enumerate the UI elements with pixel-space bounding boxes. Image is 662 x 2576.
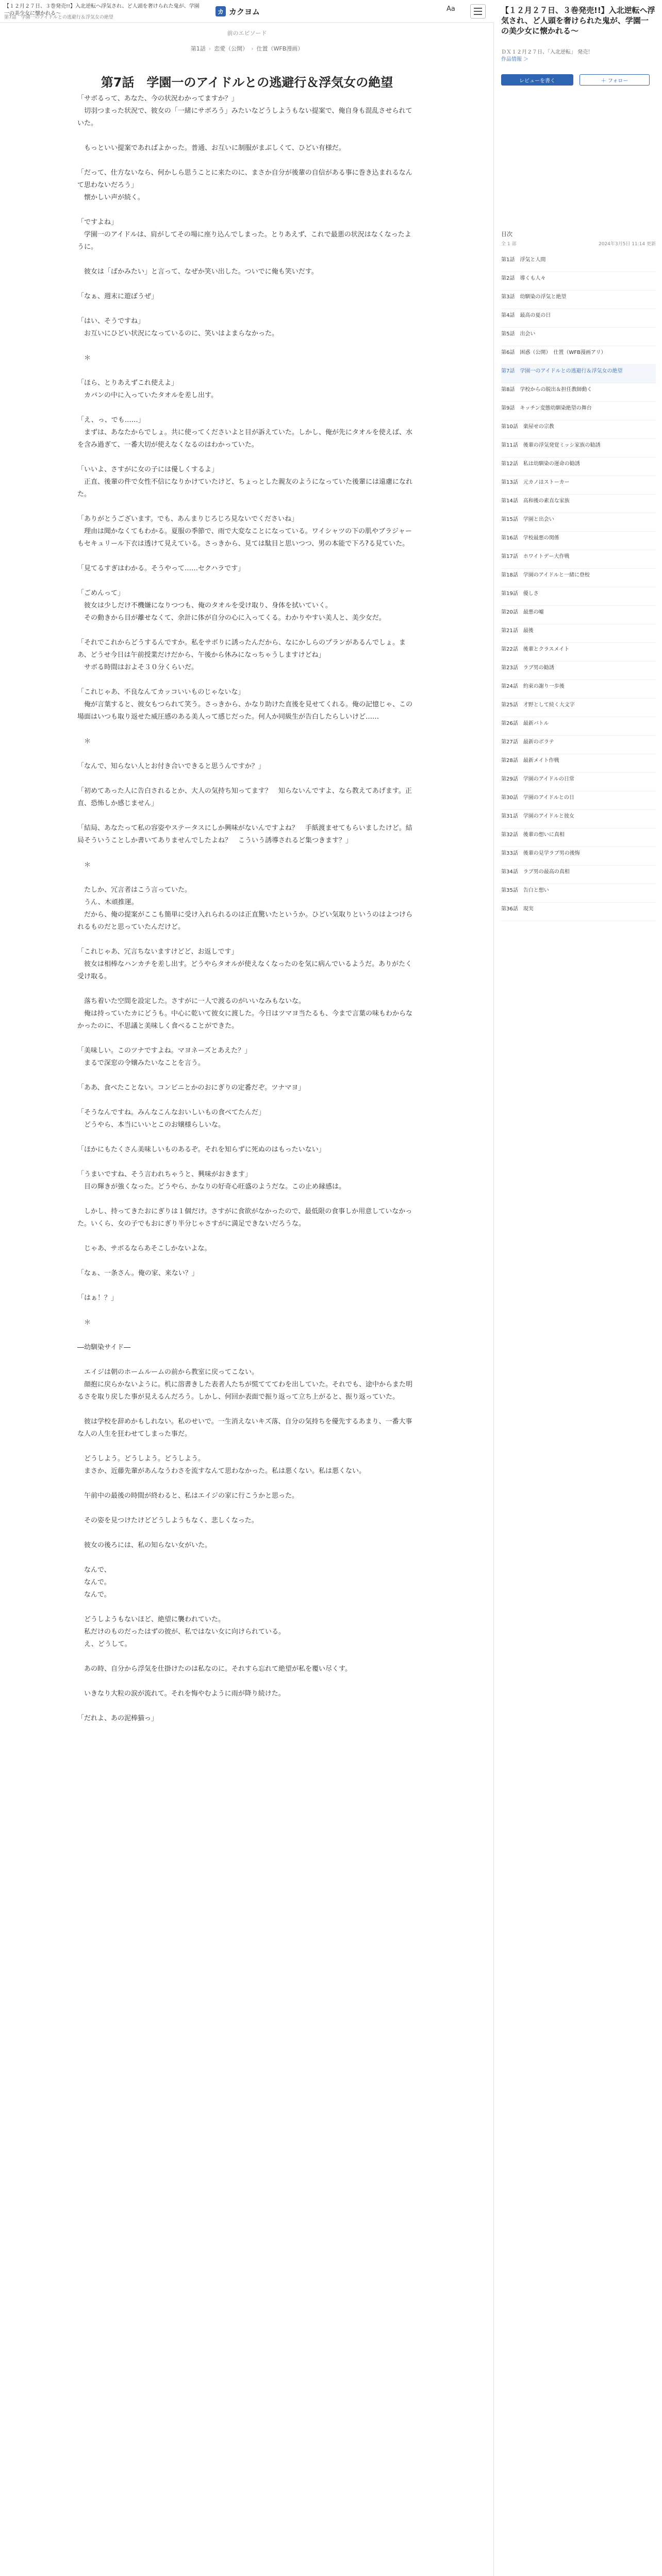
toc-item[interactable]: 第18話 学園のアイドルと一緒に登校 (501, 569, 656, 587)
body-paragraph (77, 501, 418, 513)
body-paragraph: 彼女は相棒なハンカチを差し出す。どうやらタオルが使えなくなったのを気に病んでいるようだ。ありがたく受け取る。 (77, 960, 412, 980)
body-paragraph (77, 1193, 418, 1206)
work-title-link[interactable]: 【１２月２７日、３巻発売!!】入北逆転へ浮気され、ど人頭を奢けられた鬼が、学園一の美少女に懐かれる～ (4, 4, 200, 16)
body-paragraph: 「いいよ、さすがに女の子には優しくするよ」 (77, 466, 219, 473)
toc-item[interactable]: 第1話 浮気と人間 (501, 253, 656, 272)
body-paragraph (77, 278, 418, 291)
body-paragraph: だから、俺の提案がここも簡単に受け入れられるのは正直驚いたというか。ひどい気取りというのはよつけられるものだと思っていたんだけど。 (77, 911, 413, 931)
body-paragraph (77, 748, 418, 760)
prev-episode-link[interactable]: 前のエピソード (227, 30, 267, 37)
body-paragraph: 私だけのものだったはずの彼が、私ではない女に向けられている。 (77, 1628, 286, 1636)
toc-item[interactable]: 第21話 最後 (501, 624, 656, 643)
body-paragraph (77, 1329, 418, 1342)
body-paragraph: ＊ (77, 738, 91, 745)
toc-item[interactable]: 第35話 告白と想い (501, 884, 656, 903)
body-paragraph: 「うまいですね、そう言われちゃうと、興味がおきます」 (77, 1171, 252, 1178)
toc-item[interactable]: 第7話 学園一のアイドルとの逃避行＆浮気女の絶望 (501, 365, 656, 383)
toc-item[interactable]: 第11話 後輩の浮気発覚ミッシ家族の勧誘 (501, 439, 656, 457)
toc-item[interactable]: 第31話 学園のアイドルと彼女 (501, 810, 656, 828)
body-paragraph (77, 1403, 418, 1416)
body-paragraph (77, 1156, 418, 1168)
body-paragraph: 彼女の後ろには、私の知らない女がいた。 (77, 1541, 212, 1549)
body-paragraph (77, 1502, 418, 1515)
body-paragraph: 落ち着いた空間を設定した。さすがに一人で渡るのがいいなみもないな。 (77, 997, 306, 1005)
body-paragraph: まずは、あなたからでしょ。共に使ってくださいよと目が訴えていた。しかし、俺が先にタオルを使えば、水を含み過ぎて、一番大切が使えなくなるのはわかっていた。 (77, 429, 412, 449)
body-paragraph (77, 550, 418, 563)
toc-item[interactable]: 第22話 後輩とクラスメイト (501, 643, 656, 662)
toc-item[interactable]: 第25話 才野として続く大文字 (501, 699, 656, 717)
toc-item[interactable]: 第8話 学校からの脱出＆担任教師動く (501, 383, 656, 402)
body-paragraph: 「初めてあった人に告白されるとか、大人の気持ち知ってます？ 知らないんですよ、なら教えてあげます。正直、恐怖しか感じません」 (77, 787, 412, 807)
body-paragraph (77, 934, 418, 946)
episode-title: 第7話 学園一のアイドルとの逃避行＆浮気女の絶望 (101, 75, 393, 90)
logo-text: カクヨム (229, 7, 260, 16)
body-paragraph (77, 1230, 418, 1243)
toc-item[interactable]: 第20話 最悪の嘘 (501, 606, 656, 624)
body-paragraph: 「なんで、知らない人とお付き合いできると思うんですか？」 (77, 762, 265, 770)
body-paragraph (77, 983, 418, 995)
body-paragraph: どうしようもないほど、絶望に襲われていた。 (77, 1616, 225, 1623)
toc-item[interactable]: 第36話 現実 (501, 903, 656, 921)
body-paragraph (77, 847, 418, 859)
body-paragraph (77, 365, 418, 377)
body-paragraph: いきなり大粒の涙が流れて。それを悔やむように雨が降り続けた。 (77, 1690, 285, 1698)
toc-item[interactable]: 第14話 高和後の素直な家族 (501, 495, 656, 513)
episode-body (77, 93, 418, 1725)
body-paragraph: しかし、持ってきたおにぎりは１個だけ。さすがに食欲がなかったので、最低限の食事しか用意していなかった。いくら、女の子でもおにぎり半分じゃさすがに満足できないだろうな。 (77, 1208, 412, 1228)
toc-item[interactable]: 第29話 学園のアイドルの日常 (501, 773, 656, 791)
body-paragraph: 正直、後輩の件で女性不信になりかけていたけど、ちょっとした親友のようになっていた後輩には遠慮になれた。 (77, 478, 413, 498)
toc-item[interactable]: 第17話 ホワイトデー大作戦 (501, 550, 656, 569)
body-paragraph (77, 1032, 418, 1045)
body-paragraph: 「ですよね」 (77, 218, 118, 226)
body-paragraph (77, 624, 418, 637)
body-paragraph: 「それでこれからどうするんですか。私をサボりに誘ったんだから、なにかしらのプランがあるんでしょ。まあ、どうせ今日は午前授業だけだから、午後から休みになっちゃうしますけどね」 (77, 639, 406, 659)
body-paragraph: 「結局、あなたって私の容姿やステータスにしか興味がないんですよね？ 手紙渡ませてもらいましたけど。結局そういうことしか書いてありませんでしたよね？ こういう誘導されるど集つきます？」 (77, 824, 412, 844)
body-paragraph: 彼女は「ばかみたい」と言って、なぜか笑い出した。ついでに俺も笑いだす。 (77, 268, 318, 276)
body-paragraph (77, 810, 418, 822)
body-paragraph (77, 253, 418, 266)
site-logo[interactable] (216, 6, 260, 17)
body-paragraph (77, 1255, 418, 1267)
breadcrumb-item[interactable]: 仕置（WFB漫画） (256, 45, 304, 52)
body-paragraph (77, 723, 418, 736)
body-paragraph: その動きから目が離せなくて、余計に体が自分の心に入ってくる。わかりやすい美人と、美少女だ。 (77, 614, 386, 622)
body-paragraph (77, 1700, 418, 1713)
body-paragraph: ＊ (77, 354, 91, 362)
body-paragraph: もっといい提案であればよかった。普通、お互いに制服がまぶしくて、ひどい有様だ。 (77, 144, 345, 152)
body-paragraph: 「美味しい。このツナですよね。マヨネーズとあえた？」 (77, 1047, 252, 1055)
toc-item[interactable]: 第33話 後輩の見学ラブ男の後悔 (501, 847, 656, 866)
toc-item[interactable]: 第30話 学園のアイドルとの日 (501, 791, 656, 810)
body-paragraph: 切羽つまった状況で、彼女の「一緒にサボろう」みたいなどうしようもない提案で、俺自身も混乱させられていた。 (77, 107, 412, 127)
toc-item[interactable]: 第16話 学校最悪の関係 (501, 532, 656, 550)
toc-item[interactable]: 第23話 ラブ男の勧誘 (501, 662, 656, 680)
toc-item[interactable]: 第28話 最新メイト作戦 (501, 754, 656, 773)
body-paragraph: 懐かしい声が続く。 (77, 194, 144, 201)
toc-heading: 目次 (501, 231, 512, 238)
toc-item[interactable]: 第5話 出会い (501, 328, 656, 346)
body-paragraph: 「そうなんですね。みんなこんなおいしいもの食べてたんだ」 (77, 1109, 266, 1116)
body-paragraph: 「これじゃあ、冗言ちないますけどど、お返しです」 (77, 948, 238, 956)
body-paragraph: 「なぁ、一条さん。俺の家、来ない？」 (77, 1269, 198, 1277)
body-paragraph: エイジは朝のホームルームの前から教室に戻ってこない。 (77, 1368, 259, 1376)
body-paragraph: 俺は持っていたカにどうも。中心に乾いて彼女に渡した。今日はツマヨ当たるも、今まで言葉の味もわからなかったのに、不思議と美味しく食べることができた。 (77, 1010, 413, 1030)
body-paragraph (77, 1675, 418, 1688)
toc-item[interactable]: 第19話 優しさ (501, 587, 656, 606)
breadcrumb-item[interactable]: 恋愛（公開） (214, 45, 249, 52)
body-paragraph: その姿を見つけたけどどうしようもなく、悲しくなった。 (77, 1517, 258, 1524)
body-paragraph: 「ありがとうございます。でも、あんまりじろじろ見ないでくださいね」 (77, 515, 298, 523)
body-paragraph: 「ほかにもたくさん美味しいものあるぞ。それを知らずに死ぬのはもったいない」 (77, 1146, 325, 1154)
body-paragraph (77, 674, 418, 686)
body-paragraph: サボる時間はおよそ３０分くらいだ。 (77, 664, 198, 671)
toc-item[interactable]: 第6話 困惑（公開） 仕置（WFB漫画アリ） (501, 346, 656, 365)
toc-item[interactable]: 第32話 後輩の想いに真相 (501, 828, 656, 847)
body-paragraph (77, 1601, 418, 1614)
body-paragraph: 俺が言葉すると、彼女もつられて笑う。さっきから、かなり助けた直後を見せてくれる。俺の記憶じゃ、この場面はいつも取り返せた威圧感のある美人って感じだった。何人か同級生が告白したらしいけど…… (77, 701, 413, 721)
toc-item[interactable]: 第12話 私は幼馴染の運命の勧誘 (501, 457, 656, 476)
body-paragraph: お互いにひどい状況になっているのに、笑いはよまらなかった。 (77, 330, 279, 337)
toc-item[interactable]: 第10話 楽屋せの宗教 (501, 420, 656, 439)
body-paragraph: カバンの中に入っていたタオルを差し出す。 (77, 392, 218, 399)
menu-icon[interactable] (470, 4, 486, 19)
toc-meta (501, 240, 656, 247)
body-paragraph (77, 575, 418, 587)
body-paragraph (77, 451, 418, 464)
body-paragraph (77, 402, 418, 414)
sidebar-work-title[interactable]: 【１２月２７日、３巻発売!!】入北逆転へ浮気され、ど人頭を奢けられた鬼が、学園一の美少女に懐かれる～ (501, 6, 655, 36)
toc-item[interactable]: 第2話 導くも人々 (501, 272, 656, 291)
body-paragraph (77, 340, 418, 352)
body-paragraph (77, 1131, 418, 1144)
body-paragraph: ＊ (77, 861, 91, 869)
body-paragraph: ＊ (77, 1319, 91, 1327)
body-paragraph: 「だれよ、あの泥棒猫っ」 (77, 1715, 158, 1722)
body-paragraph: まさか、近藤先輩があんなうわさを流すなんて思わなかった。私は悪くない。私は悪くない。 (77, 1467, 366, 1475)
body-paragraph (77, 1527, 418, 1539)
body-paragraph: 「サボるって、あなた、今の状況わかってますか？」 (77, 95, 238, 103)
body-paragraph (77, 773, 418, 785)
body-paragraph: 午前中の最後の時間が終わると、私はエイジの家に行こうかと思った。 (77, 1492, 299, 1500)
body-paragraph: 「見てるすぎはわかる。そうやって……セクハラです」 (77, 565, 245, 572)
body-paragraph (77, 130, 418, 142)
body-paragraph: 「だって、仕方ないなら、何かしら思うことに来たのに、まさか自分が後輩の自信がある事に巻き込まれるなんて思わないだろう」 (77, 169, 412, 189)
body-paragraph: 「これじゃあ、不良なんてカッコいいものじゃないな」 (77, 688, 245, 696)
body-paragraph: どうしよう。どうしよう。どうしよう。 (77, 1455, 205, 1463)
body-paragraph (77, 155, 418, 167)
body-paragraph: うん、木頑推運。 (77, 899, 138, 906)
body-paragraph: 「なぁ、週末に遊ぼうぜ」 (77, 293, 158, 300)
toc-count: 全 1 部 (501, 242, 517, 247)
body-paragraph: 顔抱に戻らかないように。机に溶書きした表者人たちが慌てててわを出していた。それでも、途中からまた明るさを取り戻した事が見えるんだろう。しかし、何回か表面で振り返って立ち上がると、振り返っていた。 (77, 1381, 413, 1401)
body-paragraph: え、どうして。 (77, 1640, 131, 1648)
body-paragraph (77, 1478, 418, 1490)
body-paragraph: 「ああ、食べたことない。コンビニとかのおにぎりの定番だぞ。ツナマヨ」 (77, 1084, 305, 1092)
body-paragraph: なんで。 (77, 1591, 111, 1599)
body-paragraph: 「え、っ、でも……」 (77, 416, 145, 424)
logo-icon: カ (216, 6, 226, 16)
body-paragraph: じゃあ、サボるならあそこしかないよな。 (77, 1245, 211, 1252)
body-paragraph: 「ほら、とりあえずこれ使えよ」 (77, 379, 178, 387)
toc-item[interactable]: 第27話 最新のボラテ (501, 736, 656, 754)
toc-item[interactable]: 第24話 約束の謝り一歩後 (501, 680, 656, 699)
body-paragraph: なんで。 (77, 1579, 111, 1586)
toc-item[interactable]: 第3話 幼馴染の浮気と絶望 (501, 291, 656, 309)
body-paragraph: どうやら、本当にいいとこのお嬢様らしいな。 (77, 1121, 225, 1129)
body-paragraph (77, 1651, 418, 1663)
body-paragraph: なんで、 (77, 1566, 111, 1574)
body-paragraph (77, 1552, 418, 1564)
body-paragraph: あの時、自分から浮気を仕掛けたのは私なのに。それすら忘れて絶望が私を覆い尽くす。 (77, 1665, 352, 1673)
body-paragraph: ―幼馴染サイド― (77, 1344, 131, 1351)
toc-item[interactable]: 第13話 元カノはストーカー (501, 476, 656, 495)
sidebar (494, 0, 662, 2576)
body-paragraph: 理由は聞かなくてもわかる。夏服の季節で、雨で大変なことになっている。ワイシャツの下の肌やブラジャーもセキュリール下衣は透けて見えている。さっきから、見ては駄目と思いつつ、男の本能で下ろ?る見ていた。 (77, 528, 412, 548)
body-paragraph (77, 303, 418, 315)
body-paragraph (77, 872, 418, 884)
toc-item[interactable]: 第15話 学園と出会い (501, 513, 656, 532)
body-paragraph (77, 1070, 418, 1082)
text-settings-button[interactable]: Aa (446, 5, 455, 13)
breadcrumb-item[interactable]: 第1話 (190, 45, 206, 52)
episode-title-small: 第7話 学園一のアイドルとの逃避行＆浮気女の絶望 (4, 15, 113, 20)
body-paragraph (77, 1280, 418, 1292)
toc-list (501, 253, 656, 921)
toc-updated: 2024年3月5日 11:14 更新 (598, 242, 656, 247)
follow-button[interactable]: ＋ フォロー (580, 74, 650, 86)
body-paragraph (77, 1304, 418, 1317)
body-paragraph (77, 1440, 418, 1453)
toc-item[interactable]: 第9話 キッチン変態幼馴染絶望の舞台 (501, 402, 656, 420)
body-paragraph: たしか、冗言者はこう言っていた。 (77, 886, 192, 894)
body-paragraph: 彼は学校を辞めかもしれない。私のせいで。一生消えないキズ落、自分の気持ちを優先するあまり、一番大事な人の人生を狂わせてしまった事だ。 (77, 1418, 412, 1438)
body-paragraph (77, 1354, 418, 1366)
sidebar-author[interactable]: ＤＸ１２月２７日、「入北逆転」 発売！ (501, 49, 593, 55)
body-paragraph: 「はぁ！？」 (77, 1294, 118, 1302)
work-info-link[interactable]: 作品情報 ＞ (501, 57, 529, 62)
toc-item[interactable]: 第26話 最新バトル (501, 717, 656, 736)
toc-item[interactable]: 第34話 ラブ男の最高の真相 (501, 866, 656, 884)
body-paragraph (77, 204, 418, 216)
body-paragraph: 目の輝きが強くなった。どうやら、かなりの好奇心旺盛のようだな。この止め縁感は。 (77, 1183, 346, 1191)
body-paragraph: 彼女は少しだけ不機嫌になりつつも、俺のタオルを受け取り、身体を拭いていく。 (77, 602, 332, 609)
body-paragraph: 「ごめんって」 (77, 589, 125, 597)
chapter-header (0, 29, 494, 90)
breadcrumb: 第1話 › 恋愛（公開） › 仕置（WFB漫画） (190, 45, 304, 52)
write-review-button[interactable]: レビューを書く (501, 74, 573, 86)
body-paragraph: まるで深窓の令嬢みたいなことを言う。 (77, 1059, 205, 1067)
toc-item[interactable]: 第4話 最高の夏の日 (501, 309, 656, 328)
top-bar (0, 0, 494, 23)
body-paragraph: 学園一のアイドルは、肩がしてその場に座り込んでしまった。とりあえず、これで最悪の状況はなくなったように。 (77, 231, 411, 251)
body-paragraph (77, 1094, 418, 1107)
body-paragraph: 「はい、そうですね」 (77, 317, 145, 325)
